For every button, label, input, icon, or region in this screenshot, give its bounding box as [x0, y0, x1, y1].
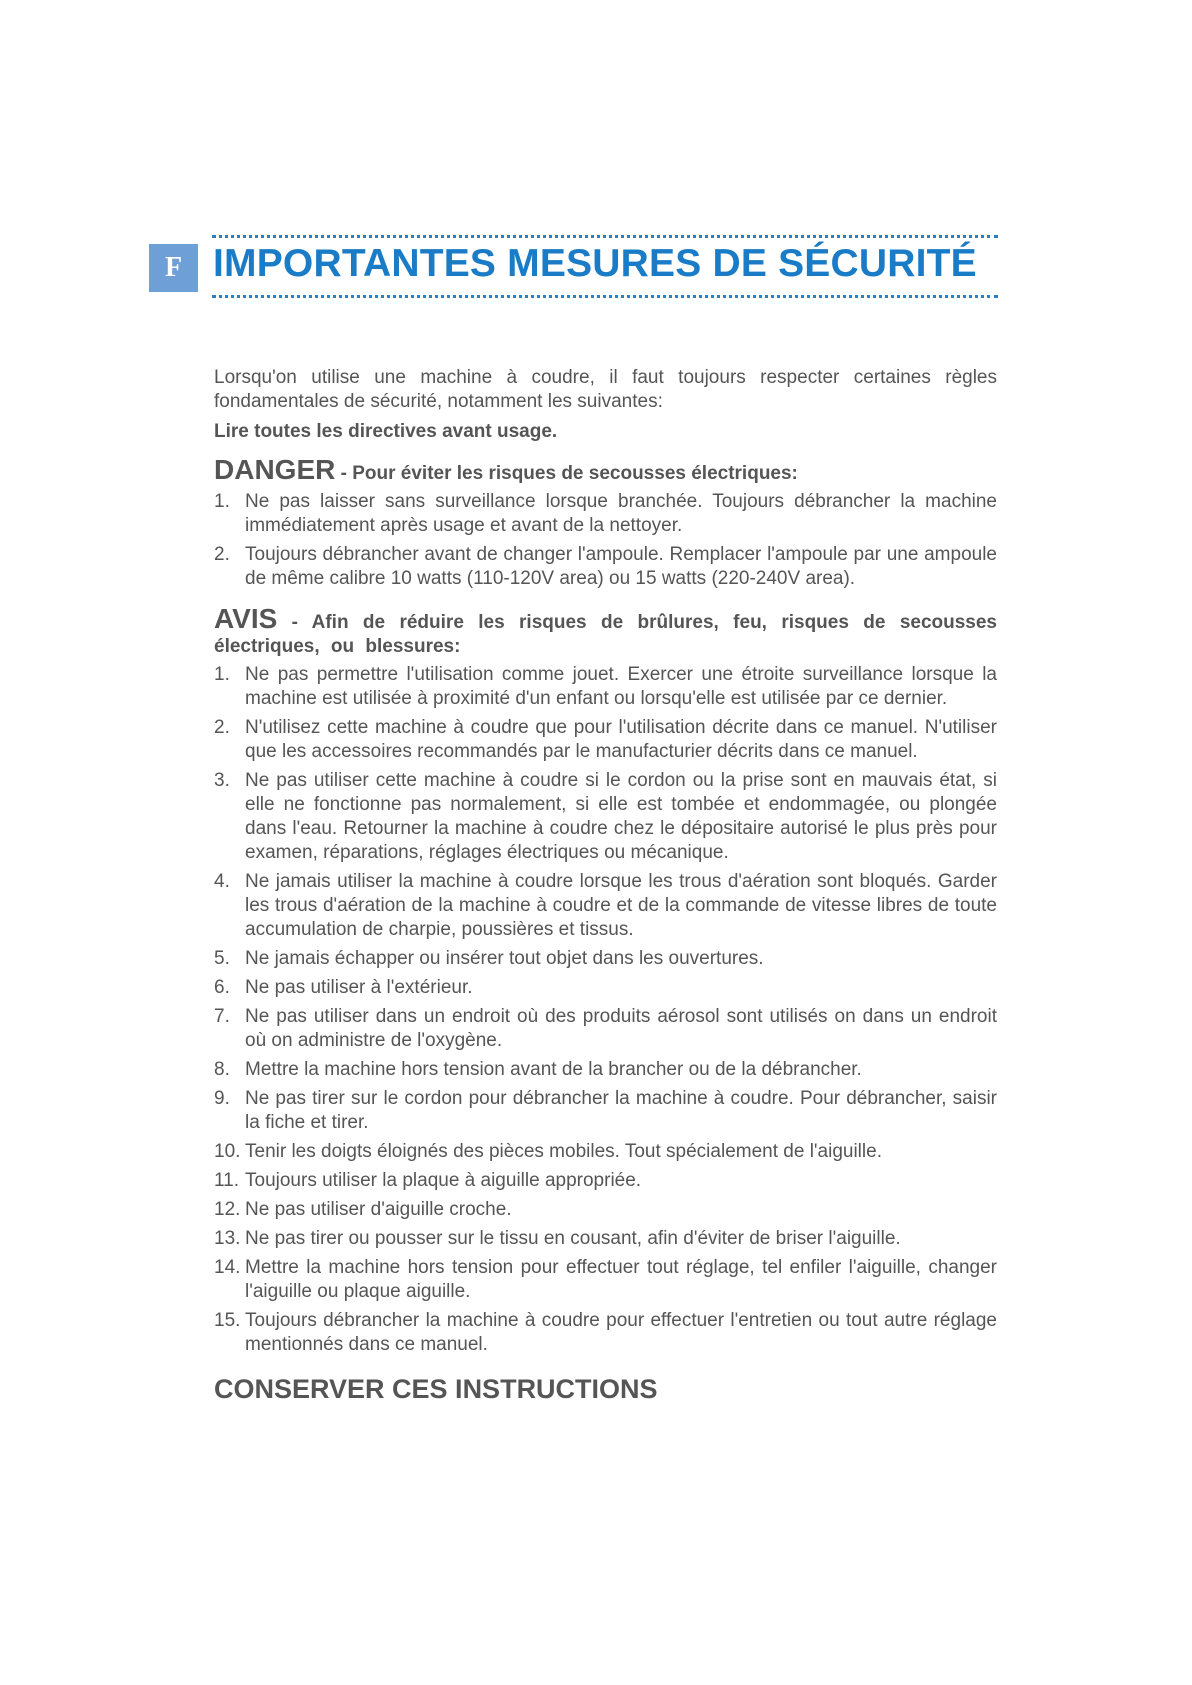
list-text: Ne pas utiliser d'aiguille croche. [245, 1199, 512, 1220]
list-text: Ne pas utiliser dans un endroit où des produits aérosol sont utilisés on dans un endroit où on administre de l'oxygène. [245, 1006, 997, 1051]
list-item [214, 490, 997, 538]
list-text: N'utilisez cette machine à coudre que pour l'utilisation décrite dans ce manuel. N'utiliser que les accessoires recommandés par le manufacturier décrits dans ce manuel. [245, 717, 997, 762]
list-item [214, 1309, 997, 1357]
read-all-directive: Lire toutes les directives avant usage. [214, 421, 558, 442]
list-number: 7. [214, 1006, 230, 1027]
list-number: 10. [214, 1141, 241, 1162]
list-number: 13. [214, 1228, 241, 1249]
list-item [214, 1169, 997, 1193]
list-number: 4. [214, 871, 230, 892]
list-item [214, 1140, 997, 1164]
list-number: 3. [214, 770, 230, 791]
list-number: 12. [214, 1199, 241, 1220]
avis-word: AVIS [214, 603, 278, 634]
conserver-heading: CONSERVER CES INSTRUCTIONS [214, 1374, 658, 1404]
intro-paragraph: Lorsqu'on utilise une machine à coudre, il faut toujours respecter certaines règles fondamentales de sécurité, notamment les suivantes: [214, 367, 997, 412]
list-item [214, 870, 997, 942]
list-item [214, 1256, 997, 1304]
list-text: Mettre la machine hors tension pour effectuer tout réglage, tel enfiler l'aiguille, changer l'aiguille ou plaque aiguille. [245, 1257, 997, 1302]
list-text: Ne pas laisser sans surveillance lorsque branchée. Toujours débrancher la machine immédiatement après usage et avant de la nettoyer. [245, 491, 997, 536]
list-item [214, 1227, 997, 1251]
list-item [214, 543, 997, 591]
page-title: IMPORTANTES MESURES DE SÉCURITÉ [213, 242, 977, 285]
list-item [214, 1058, 997, 1082]
list-text: Ne pas permettre l'utilisation comme jouet. Exercer une étroite surveillance lorsque la machine est utilisée à proximité d'un enfant ou lorsqu'elle est utilisée par ce dernier. [245, 664, 997, 709]
avis-subtitle: - Afin de réduire les risques de brûlures, feu, risques de secousses électriques, ou blessures: [214, 612, 997, 657]
title-bottom-dotted-rule [212, 295, 998, 298]
list-text: Tenir les doigts éloignés des pièces mobiles. Tout spécialement de l'aiguille. [245, 1141, 882, 1162]
list-item [214, 769, 997, 865]
list-text: Toujours débrancher avant de changer l'ampoule. Remplacer l'ampoule par une ampoule de même calibre 10 watts (110-120V area) ou 15 watts (220-240V area). [245, 544, 997, 589]
list-item [214, 1198, 997, 1222]
list-number: 15. [214, 1310, 241, 1331]
list-text: Ne pas utiliser cette machine à coudre si le cordon ou la prise sont en mauvais état, si elle ne fonctionne pas normalement, si elle est tombée et endommagée, ou plongée dans l'eau. Retourner la machine à coudre chez le dépositaire autorisé le plus près pour examen, réparations, réglages électriques ou mécanique. [245, 770, 997, 863]
list-item [214, 1087, 997, 1135]
danger-word: DANGER [214, 454, 336, 485]
avis-heading [214, 603, 997, 659]
list-number: 1. [214, 664, 230, 685]
list-number: 5. [214, 948, 230, 969]
list-item [214, 1005, 997, 1053]
list-number: 1. [214, 491, 230, 512]
list-text: Ne pas tirer ou pousser sur le tissu en cousant, afin d'éviter de briser l'aiguille. [245, 1228, 901, 1249]
avis-list [214, 663, 997, 1357]
list-text: Ne pas utiliser à l'extérieur. [245, 977, 473, 998]
document-body [214, 366, 997, 1404]
danger-list [214, 490, 997, 591]
language-badge: F [149, 244, 198, 292]
danger-heading [214, 454, 997, 486]
list-item [214, 947, 997, 971]
list-number: 2. [214, 717, 230, 738]
list-number: 14. [214, 1257, 241, 1278]
list-text: Ne jamais utiliser la machine à coudre lorsque les trous d'aération sont bloqués. Garder les trous d'aération de la machine à coudre et de la commande de vitesse libres de toute accumulation de charpie, poussières et tissus. [245, 871, 997, 940]
list-item [214, 663, 997, 711]
list-number: 11. [214, 1170, 240, 1191]
list-number: 9. [214, 1088, 230, 1109]
list-text: Toujours utiliser la plaque à aiguille appropriée. [245, 1170, 642, 1191]
list-item [214, 716, 997, 764]
list-item [214, 976, 997, 1000]
danger-subtitle: - Pour éviter les risques de secousses électriques: [335, 463, 798, 484]
list-number: 2. [214, 544, 230, 565]
list-text: Ne jamais échapper ou insérer tout objet dans les ouvertures. [245, 948, 764, 969]
list-text: Ne pas tirer sur le cordon pour débrancher la machine à coudre. Pour débrancher, saisir la fiche et tirer. [245, 1088, 997, 1133]
title-top-dotted-rule [212, 235, 998, 238]
list-text: Mettre la machine hors tension avant de la brancher ou de la débrancher. [245, 1059, 862, 1080]
list-number: 8. [214, 1059, 230, 1080]
list-text: Toujours débrancher la machine à coudre pour effectuer l'entretien ou tout autre réglage mentionnés dans ce manuel. [245, 1310, 997, 1355]
list-number: 6. [214, 977, 230, 998]
